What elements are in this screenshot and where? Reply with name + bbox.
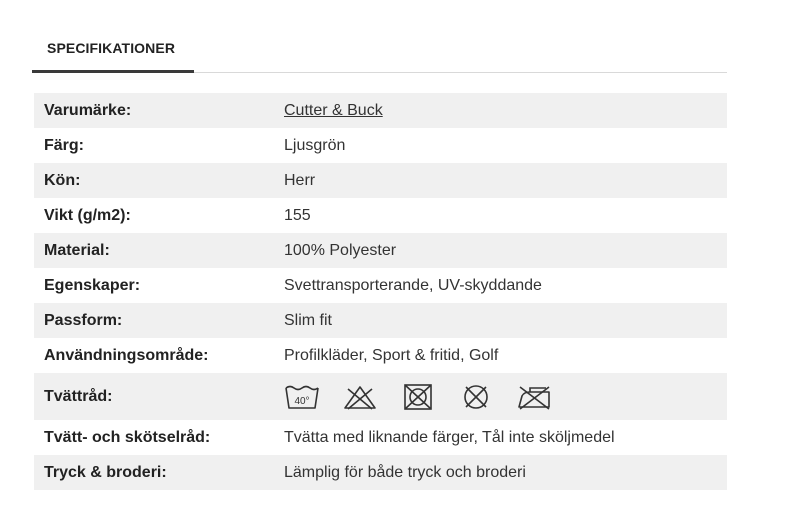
spec-value: Tvätta med liknande färger, Tål inte sköljmedel <box>284 428 615 446</box>
spec-row-weight <box>34 198 727 233</box>
spec-value: Herr <box>284 171 316 189</box>
svg-text:40°: 40° <box>294 395 310 407</box>
spec-key: Passform: <box>44 311 123 329</box>
spec-value: Ljusgrön <box>284 136 346 154</box>
spec-value: 100% Polyester <box>284 241 397 259</box>
no-dry-clean-icon <box>458 383 494 411</box>
spec-row-print <box>34 455 727 490</box>
spec-key: Användningsområde: <box>44 346 209 364</box>
tab-bar <box>32 28 727 73</box>
wash-40-icon <box>284 383 320 411</box>
spec-row-color <box>34 128 727 163</box>
spec-value: 155 <box>284 206 311 224</box>
spec-row-care <box>34 373 727 420</box>
spec-row-properties <box>34 268 727 303</box>
spec-key: Tvätt- och skötselråd: <box>44 428 211 446</box>
spec-row-fit <box>34 303 727 338</box>
spec-value: Slim fit <box>284 311 332 329</box>
spec-key: Varumärke: <box>44 101 132 119</box>
spec-value: Svettransporterande, UV-skyddande <box>284 276 542 294</box>
no-tumble-dry-icon <box>400 383 436 411</box>
care-icons <box>284 373 574 420</box>
spec-key: Tvättråd: <box>44 387 113 405</box>
spec-key: Kön: <box>44 171 81 189</box>
tab-label: SPECIFIKATIONER <box>47 40 176 56</box>
spec-table <box>34 93 727 490</box>
spec-row-brand <box>34 93 727 128</box>
spec-row-material <box>34 233 727 268</box>
spec-key: Färg: <box>44 136 84 154</box>
brand-link[interactable]: Cutter & Buck <box>284 101 383 119</box>
spec-value <box>284 93 383 128</box>
spec-key: Vikt (g/m2): <box>44 206 131 224</box>
spec-key: Material: <box>44 241 110 259</box>
no-bleach-icon <box>342 383 378 411</box>
spec-row-usage <box>34 338 727 373</box>
no-iron-icon <box>516 383 552 411</box>
spec-row-care-advice <box>34 420 727 455</box>
tab-specifikationer[interactable] <box>32 28 194 73</box>
spec-key: Egenskaper: <box>44 276 141 294</box>
spec-key: Tryck & broderi: <box>44 463 167 481</box>
spec-value: Lämplig för både tryck och broderi <box>284 463 526 481</box>
spec-value: Profilkläder, Sport & fritid, Golf <box>284 346 499 364</box>
spec-row-gender <box>34 163 727 198</box>
